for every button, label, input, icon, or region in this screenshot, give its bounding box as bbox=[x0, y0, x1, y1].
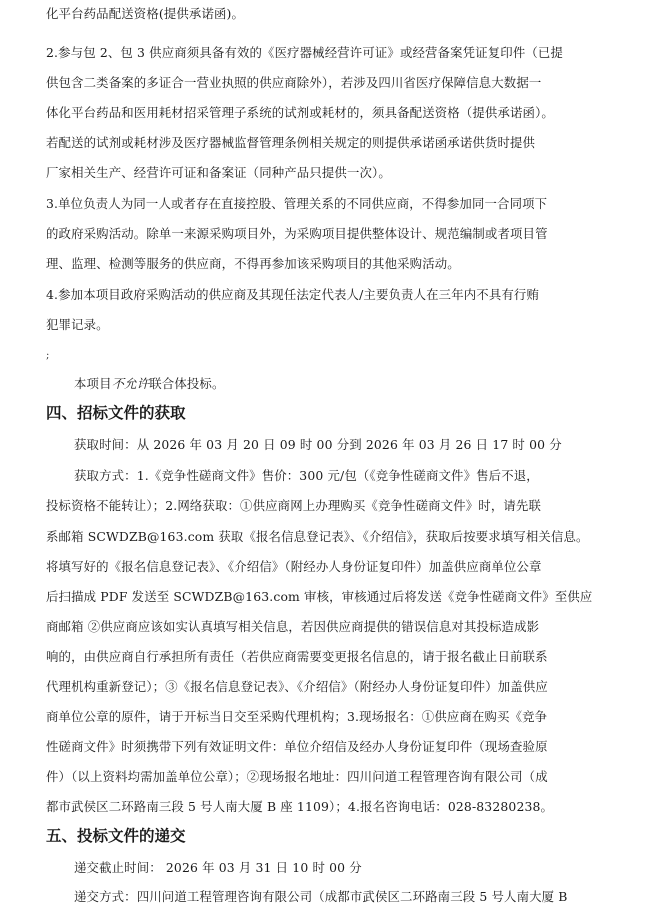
submission-deadline: 递交截止时间： 2026 年 03 月 31 日 10 时 00 分 bbox=[74, 860, 362, 875]
acquisition-method-line: 商单位公章的原件，请于开标当日交至采购代理机构；3.现场报名：①供应商在购买《竞争 bbox=[46, 709, 548, 724]
qualification-line: 若配送的试剂或耗材涉及医疗器械监督管理条例相关规定的则提供承诺函承诺供货时提供 bbox=[46, 135, 536, 150]
acquisition-method-line: 商邮箱 ②供应商应该如实认真填写相关信息，若因供应商提供的错误信息对其投标造成影 bbox=[46, 619, 540, 634]
acquisition-method-line: 后扫描成 PDF 发送至 SCWDZB@163.com 审核，审核通过后将发送《竞争性磋商文件》至供应 bbox=[46, 589, 593, 604]
qualification-line: 4.参加本项目政府采购活动的供应商及其现任法定代表人/主要负责人在三年内不具有行贿 bbox=[46, 287, 539, 302]
stray-semicolon: ; bbox=[46, 350, 50, 361]
qualification-line: 厂家相关生产、经营许可证和备案证（同种产品只提供一次）。 bbox=[46, 165, 391, 180]
acquisition-method-line: 都市武侯区二环路南三段 5 号人南大厦 B 座 1109）；4.报名咨询电话：028-83280238。 bbox=[46, 799, 554, 814]
consortium-suffix: 联合体投标。 bbox=[149, 376, 225, 391]
acquisition-time: 获取时间：从 2026 年 03 月 20 日 09 时 00 分到 2026 年 03 月 26 日 17 时 00 分 bbox=[74, 437, 562, 452]
qualification-line: 理、监理、检测等服务的供应商，不得再参加该采购项目的其他采购活动。 bbox=[46, 256, 460, 271]
qualification-line: 体化平台药品和医用耗材招采管理子系统的试剂或耗材的，须具备配送资格（提供承诺函）。 bbox=[46, 105, 554, 120]
qualification-line: 供包含二类备案的多证合一营业执照的供应商除外），若涉及四川省医疗保障信息大数据一 bbox=[46, 75, 542, 90]
consortium-emphasis: 不允许 bbox=[111, 376, 150, 391]
acquisition-method-line: 性磋商文件》时须携带下列有效证明文件：单位介绍信及经办人身份证复印件（现场查验原 bbox=[46, 739, 548, 754]
section-5-heading: 五、投标文件的递交 bbox=[46, 827, 186, 845]
acquisition-method-line: 投标资格不能转让）；2.网络获取：①供应商网上办理购买《竞争性磋商文件》时，请先联 bbox=[46, 498, 542, 513]
qualification-line: 2.参与包 2、包 3 供应商须具备有效的《医疗器械经营许可证》或经营备案凭证复印件（已提 bbox=[46, 45, 563, 60]
qualification-line: 化平台药品配送资格(提供承诺函)。 bbox=[46, 6, 245, 21]
acquisition-method-line: 响的，由供应商自行承担所有责任（若供应商需要变更报名信息的，请于报名截止日前联系 bbox=[46, 649, 548, 664]
acquisition-method-line: 获取方式：1.《竞争性磋商文件》售价：300 元/包（《竞争性磋商文件》售后不退， bbox=[74, 468, 539, 483]
acquisition-method-line: 代理机构重新登记）；③《报名信息登记表》、《介绍信》（附经办人身份证复印件）加盖供应 bbox=[46, 679, 548, 694]
acquisition-method-line: 将填写好的《报名信息登记表》、《介绍信》（附经办人身份证复印件）加盖供应商单位公章 bbox=[46, 559, 542, 574]
section-4-heading: 四、招标文件的获取 bbox=[46, 404, 186, 422]
acquisition-method-line: 件）（以上资料均需加盖单位公章）；②现场报名地址：四川问道工程管理咨询有限公司（成 bbox=[46, 769, 548, 784]
consortium-prefix: 本项目 bbox=[74, 376, 112, 391]
qualification-line: 犯罪记录。 bbox=[46, 317, 109, 332]
consortium-statement bbox=[74, 376, 636, 392]
acquisition-method-line: 系邮箱 SCWDZB@163.com 获取《报名信息登记表》、《介绍信》，获取后按要求填写相关信息。 bbox=[46, 529, 589, 544]
submission-method: 递交方式：四川问道工程管理咨询有限公司（成都市武侯区二环路南三段 5 号人南大厦 B bbox=[74, 889, 568, 904]
qualification-line: 3.单位负责人为同一人或者存在直接控股、管理关系的不同供应商，不得参加同一合同项下 bbox=[46, 196, 548, 211]
qualification-line: 的政府采购活动。除单一来源采购项目外，为采购项目提供整体设计、规范编制或者项目管 bbox=[46, 226, 548, 241]
